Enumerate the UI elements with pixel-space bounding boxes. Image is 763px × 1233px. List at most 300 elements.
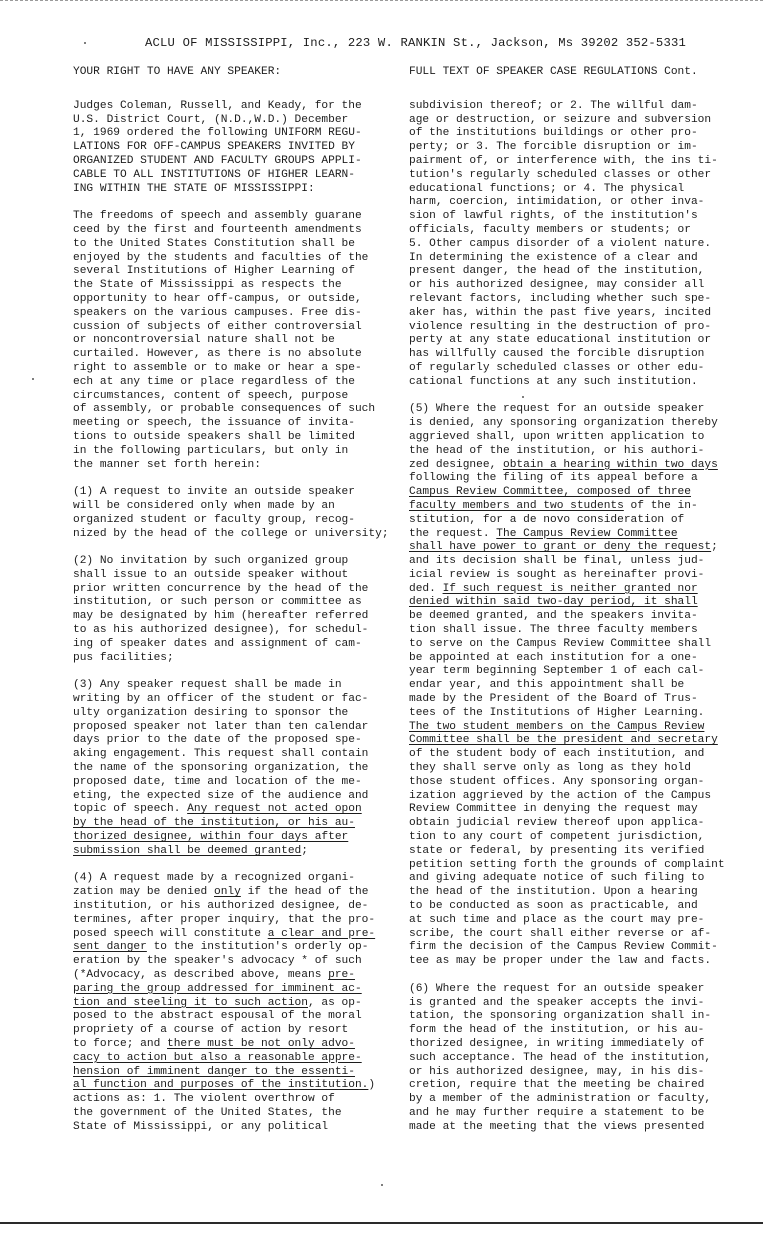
text-segment: the head of the institution. Upon a hearing [409, 886, 698, 899]
text-segment: tees of the Institutions of Higher Learning. [409, 706, 705, 719]
text-segment: of the institutions buildings or other pro- [409, 127, 698, 140]
text-line [73, 445, 398, 459]
text-segment: ) [368, 1079, 376, 1092]
paragraph [73, 872, 398, 1134]
text-segment: organized student or faculty group, recog- [73, 513, 355, 526]
text-line [73, 817, 398, 831]
text-line [409, 238, 745, 252]
right-column [409, 66, 745, 1148]
text-segment: will be considered only when made by an [73, 499, 335, 512]
text-line [73, 693, 398, 707]
text-segment: proposed speaker not later than ten calendar [73, 720, 369, 733]
underlined-passage: obtain a hearing within two days [503, 458, 718, 471]
text-segment: , as op- [307, 996, 362, 1009]
text-segment: circumstances, content of speech, purpose [73, 389, 349, 402]
underlined-passage: The Campus Review Committee [496, 527, 678, 540]
paragraph [73, 100, 398, 197]
text-line [409, 334, 745, 348]
text-segment: aking engagement. This request shall contain [73, 748, 369, 761]
text-segment: the government of the United States, the [73, 1106, 342, 1119]
text-line [73, 403, 398, 417]
text-line [73, 1052, 398, 1066]
text-line [409, 859, 745, 873]
text-segment: sion of lawful rights, of the institution's [409, 210, 698, 223]
text-line [73, 583, 398, 597]
text-line [73, 886, 398, 900]
text-segment: to the United States Constitution shall be [73, 237, 355, 250]
text-segment: cussion of subjects of either controversial [73, 320, 362, 333]
text-segment: institution, or his authorized designee, de- [73, 900, 369, 913]
underlined-passage: tion and steeling it to such action [73, 996, 308, 1009]
text-line [73, 279, 398, 293]
text-line [73, 100, 398, 114]
scan-speck [522, 396, 524, 398]
text-line [409, 155, 745, 169]
right-column-body [409, 100, 745, 1135]
text-segment: or noncontroversial nature shall not be [73, 334, 335, 347]
text-segment: termines, after proper inquiry, that the pro- [73, 913, 376, 926]
text-line [409, 652, 745, 666]
text-line [409, 610, 745, 624]
text-segment: state or federal, by presenting its verified [409, 844, 705, 857]
text-line [409, 183, 745, 197]
text-line [73, 610, 398, 624]
text-line [73, 238, 398, 252]
text-line [73, 1093, 398, 1107]
text-line [409, 679, 745, 693]
text-segment: eration by the speaker's advocacy * of such [73, 955, 362, 968]
text-segment: and its decision shall be final, unless jud- [409, 555, 705, 568]
text-line [73, 872, 398, 886]
text-segment: ING WITHIN THE STATE OF MISSISSIPPI: [73, 182, 315, 195]
text-line [73, 390, 398, 404]
text-segment: (*Advocacy, as described above, means [73, 969, 329, 981]
underlined-passage: shall have power to grant or deny the request [409, 541, 712, 554]
text-line [409, 472, 745, 486]
text-line [409, 790, 745, 804]
text-segment: to force; and [73, 1037, 167, 1050]
text-line [409, 638, 745, 652]
text-line [409, 1052, 745, 1066]
text-line [73, 679, 398, 693]
text-line [73, 569, 398, 583]
underlined-passage: cacy to action but also a reasonable appre- [73, 1051, 362, 1064]
text-segment: following the filing of its appeal before a [409, 472, 698, 485]
text-segment: educational functions; or 4. The physical [409, 182, 685, 195]
paragraph [73, 486, 398, 541]
text-segment: opportunity to hear off-campus, or outside, [73, 292, 362, 305]
text-segment: curtailed. However, as there is no absolute [73, 348, 362, 361]
text-line [409, 941, 745, 955]
text-line [73, 803, 398, 817]
text-segment: to serve on the Campus Review Committee shall [409, 637, 712, 650]
left-column-body [73, 100, 398, 1135]
text-line [409, 748, 745, 762]
text-segment: posed to the abstract espousal of the moral [73, 1010, 362, 1023]
underlined-passage: Campus Review Committee, composed of three [409, 486, 691, 499]
text-segment: to be conducted as soon as practicable, and [409, 900, 698, 913]
top-dashed-edge [0, 0, 763, 1]
text-segment: propriety of a course of action by resort [73, 1024, 349, 1037]
underlined-passage: denied within said two-day period, it shall [409, 596, 698, 609]
text-line [73, 1107, 398, 1121]
underlined-passage: thorized designee, within four days after [73, 831, 349, 844]
text-segment: right to assemble or to make or hear a spe- [73, 361, 362, 374]
text-segment: tions to outside speakers shall be limited [73, 430, 355, 443]
text-segment: shall issue to an outside speaker without [73, 568, 349, 581]
text-segment: days prior to the date of the proposed spe- [73, 734, 362, 747]
text-line [73, 983, 398, 997]
text-line [409, 196, 745, 210]
text-line [73, 900, 398, 914]
text-line [409, 1010, 745, 1024]
text-line [73, 1066, 398, 1080]
text-line [409, 210, 745, 224]
text-line [409, 265, 745, 279]
text-segment: zed designee, [409, 458, 503, 471]
underlined-passage: Committee shall be the president and secretary [409, 734, 718, 747]
text-segment: be appointed at each institution for a one- [409, 651, 698, 664]
text-line [409, 307, 745, 321]
text-line [409, 596, 745, 610]
text-segment: (1) A request to invite an outside speaker [73, 486, 355, 499]
text-segment: institution, or such person or committee as [73, 596, 362, 609]
text-line [73, 334, 398, 348]
text-line [73, 762, 398, 776]
text-line [409, 624, 745, 638]
text-line [409, 1066, 745, 1080]
text-line [73, 652, 398, 666]
text-segment: ceed by the first and fourteenth amendments [73, 223, 362, 236]
text-line [73, 721, 398, 735]
text-line [409, 707, 745, 721]
text-segment: age or destruction, or seizure and subversion [409, 113, 712, 126]
text-line [73, 707, 398, 721]
text-line [409, 293, 745, 307]
text-segment: tion shall issue. The three faculty members [409, 624, 698, 637]
text-segment: those student offices. Any sponsoring organ- [409, 775, 705, 788]
text-segment: speakers on the various campuses. Free dis- [73, 306, 362, 319]
text-line [409, 431, 745, 445]
text-segment: CABLE TO ALL INSTITUTIONS OF HIGHER LEARN- [73, 168, 355, 181]
text-segment: is granted and the speaker accepts the invi- [409, 996, 705, 1009]
text-segment: eting, the expected size of the audience and [73, 789, 369, 802]
paragraph [409, 983, 745, 1135]
left-column [73, 66, 398, 1148]
text-line [73, 1010, 398, 1024]
text-line [73, 459, 398, 473]
text-line [409, 376, 745, 390]
text-segment: U.S. District Court, (N.D.,W.D.) December [73, 113, 349, 126]
text-segment: and he may further require a statement to be [409, 1106, 705, 1119]
text-line [73, 928, 398, 942]
text-line [409, 817, 745, 831]
text-line [409, 900, 745, 914]
text-segment: firm the decision of the Campus Review Commit- [409, 941, 718, 954]
text-segment: present danger, the head of the institution, [409, 265, 705, 278]
text-line [409, 831, 745, 845]
text-segment: ech at any time or place regardless of the [73, 375, 355, 388]
text-segment: at such time and place as the court may pre- [409, 913, 705, 926]
underlined-passage: submission shall be deemed granted [73, 844, 302, 857]
underlined-passage: The two student members on the Campus Review [409, 720, 705, 733]
text-segment: of the in- [623, 499, 698, 512]
text-segment: 5. Other campus disorder of a violent nature. [409, 237, 712, 250]
bottom-rule [0, 1222, 763, 1224]
text-segment: Judges Coleman, Russell, and Keady, for the [73, 99, 362, 112]
text-segment: 1, 1969 ordered the following UNIFORM REGU- [73, 127, 362, 140]
text-segment: Review Committee in denying the request may [409, 803, 698, 816]
text-line [73, 500, 398, 514]
text-segment: has willfully caused the forcible disruption [409, 348, 705, 361]
text-segment: tution's regularly scheduled classes or other [409, 168, 712, 181]
text-line [409, 127, 745, 141]
text-line [73, 845, 398, 859]
text-line [73, 528, 398, 542]
text-line [73, 114, 398, 128]
paragraph [409, 403, 745, 969]
text-segment: made by the President of the Board of Trus- [409, 693, 698, 706]
text-line [409, 114, 745, 128]
right-column-heading: FULL TEXT OF SPEAKER CASE REGULATIONS Cont. [409, 66, 698, 78]
text-segment: the head of the institution, or his authori- [409, 444, 705, 457]
text-line [73, 790, 398, 804]
text-line [409, 279, 745, 293]
text-line [73, 431, 398, 445]
text-segment: writing by an officer of the student or fac- [73, 693, 369, 706]
text-segment: endar year, and this appointment shall be [409, 679, 685, 692]
text-line [409, 734, 745, 748]
text-segment: ing of speaker dates and assignment of cam- [73, 637, 362, 650]
text-line [409, 555, 745, 569]
text-segment: the State of Mississippi as respects the [73, 279, 342, 292]
text-segment: cational functions at any such institution. [409, 375, 698, 388]
text-segment: form the head of the institution, or his au- [409, 1024, 705, 1037]
text-line [73, 307, 398, 321]
text-segment: is denied, any sponsoring organization thereby [409, 417, 718, 430]
text-segment: officials, faculty members or students; or [409, 223, 691, 236]
paragraph [409, 100, 745, 390]
text-line [73, 1079, 398, 1093]
text-line [409, 886, 745, 900]
text-line [409, 872, 745, 886]
underlined-passage: al function and purposes of the institution. [73, 1079, 369, 1092]
text-segment: LATIONS FOR OFF-CAMPUS SPEAKERS INVITED BY [73, 141, 355, 154]
text-segment: be deemed granted, and the speakers invita- [409, 610, 698, 623]
text-segment: subdivision thereof; or 2. The willful dam- [409, 99, 698, 112]
text-line [409, 914, 745, 928]
text-line [73, 486, 398, 500]
text-line [73, 997, 398, 1011]
text-segment: meeting or speech, the issuance of invita- [73, 417, 355, 430]
letterhead: ACLU OF MISSISSIPPI, Inc., 223 W. RANKIN St., Jackson, Ms 39202 352-5331 [145, 36, 686, 50]
text-line [409, 514, 745, 528]
text-line [73, 596, 398, 610]
underlined-passage: faculty members and two students [409, 499, 624, 512]
text-line [73, 914, 398, 928]
underlined-passage: sent danger [73, 941, 147, 954]
text-line [73, 734, 398, 748]
text-line [73, 169, 398, 183]
text-segment: several Institutions of Higher Learning of [73, 265, 355, 278]
text-line [409, 362, 745, 376]
text-segment: pus facilities; [73, 651, 174, 664]
text-line [409, 569, 745, 583]
text-line [73, 748, 398, 762]
text-segment: ulty organization desiring to sponsor the [73, 706, 349, 719]
text-line [409, 528, 745, 542]
underlined-passage: paring the group addressed for imminent ac- [73, 982, 362, 995]
text-line [73, 969, 398, 983]
text-segment: harm, coercion, intimidation, or other inva- [409, 196, 705, 209]
text-line [73, 1024, 398, 1038]
text-segment: State of Mississippi, or any political [73, 1120, 329, 1133]
text-line [73, 183, 398, 197]
text-segment: perty at any state educational institution or [409, 334, 712, 347]
text-segment: perty; or 3. The forcible disruption or im- [409, 141, 698, 154]
text-line [73, 224, 398, 238]
text-line [73, 141, 398, 155]
text-line [73, 348, 398, 362]
text-line [73, 293, 398, 307]
text-line [409, 500, 745, 514]
text-line [409, 445, 745, 459]
underlined-passage: there must be not only advo- [167, 1037, 355, 1050]
scan-speck [381, 1184, 383, 1186]
text-line [73, 955, 398, 969]
text-line [73, 638, 398, 652]
text-line [409, 100, 745, 114]
text-line [409, 983, 745, 997]
text-line [409, 348, 745, 362]
text-line [409, 224, 745, 238]
text-line [73, 376, 398, 390]
text-segment: pairment of, or interference with, the ins ti- [409, 154, 718, 167]
text-line [409, 169, 745, 183]
text-segment: such acceptance. The head of the institution, [409, 1051, 712, 1064]
text-segment: year term beginning September 1 of each cal- [409, 665, 705, 678]
text-segment: of the student body of each institution, and [409, 748, 705, 761]
text-line [409, 955, 745, 969]
text-segment: or his authorized designee, may consider all [409, 279, 705, 292]
text-segment: actions as: 1. The violent overthrow of [73, 1093, 335, 1106]
text-line [409, 141, 745, 155]
text-line [409, 997, 745, 1011]
text-segment: or his authorized designee, may, in his dis- [409, 1065, 705, 1078]
underlined-passage: a clear and pre- [267, 927, 376, 940]
underlined-passage: pre- [328, 969, 355, 981]
text-line [409, 252, 745, 266]
text-segment: may be designated by him (hereafter referred [73, 610, 369, 623]
text-line [409, 321, 745, 335]
text-segment: zation may be denied [73, 886, 214, 899]
text-line [73, 624, 398, 638]
text-segment: topic of speech. [73, 803, 188, 816]
underlined-passage: by the head of the institution, or his au- [73, 817, 355, 830]
text-line [73, 155, 398, 169]
scan-speck [32, 378, 34, 380]
text-segment: In determining the existence of a clear and [409, 251, 698, 264]
text-line [73, 555, 398, 569]
text-segment: cretion, require that the meeting be chaired [409, 1079, 705, 1092]
text-line [409, 486, 745, 500]
underlined-passage: only [214, 886, 241, 899]
paragraph [73, 555, 398, 665]
text-segment: petition setting forth the grounds of complaint [409, 858, 725, 871]
text-line [73, 1038, 398, 1052]
text-segment: enjoyed by the students and faculties of the [73, 251, 369, 264]
text-segment: thorized designee, in writing immediately of [409, 1037, 705, 1050]
text-line [73, 417, 398, 431]
text-segment: in the following particulars, but only in [73, 444, 349, 457]
text-line [409, 541, 745, 555]
text-line [409, 1107, 745, 1121]
text-segment: ORGANIZED STUDENT AND FACULTY GROUPS APPLI- [73, 154, 362, 167]
text-segment: posed speech will constitute [73, 927, 268, 940]
left-column-heading: YOUR RIGHT TO HAVE ANY SPEAKER: [73, 66, 282, 78]
text-segment: (6) Where the request for an outside speaker [409, 982, 705, 995]
text-segment: aker has, within the past five years, incited [409, 306, 712, 319]
text-segment: the manner set forth herein: [73, 458, 261, 471]
text-line [73, 210, 398, 224]
text-segment: of assembly, or probable consequences of such [73, 403, 376, 416]
text-segment: and giving adequate notice of such filing to [409, 872, 705, 885]
text-segment: tee as may be proper under the law and facts. [409, 955, 712, 968]
text-line [73, 831, 398, 845]
text-line [409, 776, 745, 790]
text-segment: prior written concurrence by the head of the [73, 582, 369, 595]
text-line [409, 721, 745, 735]
text-segment: to the institution's orderly op- [146, 941, 369, 954]
scan-speck [84, 42, 86, 44]
text-line [73, 362, 398, 376]
text-segment: (5) Where the request for an outside speaker [409, 403, 705, 416]
underlined-passage: If such request is neither granted nor [442, 582, 698, 595]
underlined-passage: hension of imminent danger to the essenti- [73, 1065, 355, 1078]
text-line [409, 928, 745, 942]
text-segment: proposed date, time and location of the me- [73, 775, 362, 788]
text-segment: by a member of the administration or faculty, [409, 1093, 712, 1106]
text-segment: to as his authorized designee), for schedul- [73, 624, 369, 637]
text-segment: The freedoms of speech and assembly guarane [73, 210, 362, 223]
text-segment: made at the meeting that the views presented [409, 1120, 705, 1133]
text-line [409, 1024, 745, 1038]
text-line [73, 941, 398, 955]
text-segment: aggrieved shall, upon written application to [409, 430, 705, 443]
text-line [409, 1121, 745, 1135]
text-line [409, 693, 745, 707]
text-segment: tion to any court of competent jurisdiction, [409, 831, 705, 844]
text-segment: ization aggrieved by the action of the Campus [409, 789, 712, 802]
paragraph [73, 679, 398, 858]
text-segment: the name of the sponsoring organization, the [73, 762, 369, 775]
text-segment: they shall serve only as long as they hold [409, 762, 691, 775]
text-line [409, 403, 745, 417]
text-line [409, 1079, 745, 1093]
text-segment: (3) Any speaker request shall be made in [73, 679, 342, 692]
text-line [409, 1038, 745, 1052]
text-segment: icial review is sought as hereinafter provi- [409, 568, 705, 581]
text-segment: violence resulting in the destruction of pro- [409, 320, 712, 333]
text-line [73, 514, 398, 528]
text-segment: obtain judicial review thereof upon applica- [409, 817, 705, 830]
text-segment: if the head of the [240, 886, 369, 899]
text-segment: stitution, for a de novo consideration of [409, 513, 685, 526]
text-segment: scribe, the court shall either reverse or af- [409, 927, 712, 940]
text-segment: tation, the sponsoring organization shall in- [409, 1010, 712, 1023]
text-line [409, 845, 745, 859]
text-segment: relevant factors, including whether such spe- [409, 292, 712, 305]
